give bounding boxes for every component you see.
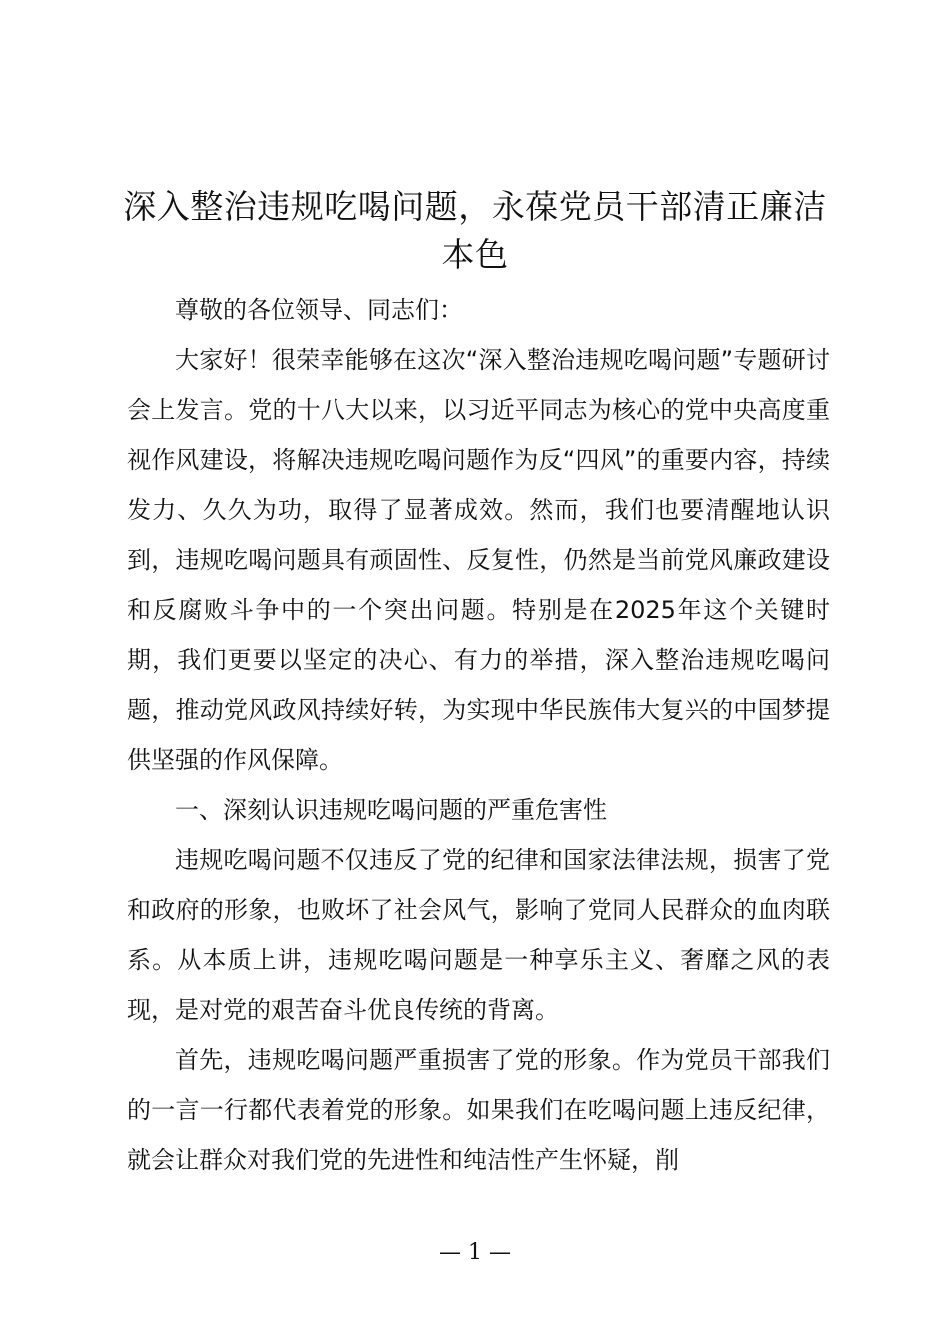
paragraph-first-point: 首先，违规吃喝问题严重损害了党的形象。作为党员干部我们的一言一行都代表着党的形象。如果我们在吃喝问题上违反纪律，就会让群众对我们党的先进性和纯洁性产生怀疑，削 <box>127 1046 830 1174</box>
page-number: — 1 — <box>439 1240 511 1265</box>
section-heading: 一、深刻认识违规吃喝问题的严重危害性 <box>175 796 607 824</box>
document-title: 深入整治违规吃喝问题，永葆党员干部清正廉洁本色 <box>123 187 827 274</box>
paragraph-harm: 违规吃喝问题不仅违反了党的纪律和国家法律法规，损害了党和政府的形象，也败坏了社会风气，影响了党同人民群众的血肉联系。从本质上讲，违规吃喝问题是一种享乐主义、奢靡之风的表现，是对党的艰苦奋斗优良传统的背离。 <box>127 846 830 1024</box>
paragraph-intro: 大家好！很荣幸能够在这次“深入整治违规吃喝问题”专题研讨会上发言。党的十八大以来，以习近平同志为核心的党中央高度重视作风建设，将解决违规吃喝问题作为反“四风”的重要内容，持续发力、久久为功，取得了显著成效。然而，我们也要清醒地认识到，违规吃喝问题具有顽固性、反复性，仍然是当前党风廉政建设和反腐败斗争中的一个突出问题。特别是在2025年这个关键时期，我们更要以坚定的决心、有力的举措，深入整治违规吃喝问题，推动党风政风持续好转，为实现中华民族伟大复兴的中国梦提供坚强的作风保障。 <box>127 346 830 774</box>
document-body <box>127 285 830 1185</box>
salutation: 尊敬的各位领导、同志们： <box>175 296 463 324</box>
